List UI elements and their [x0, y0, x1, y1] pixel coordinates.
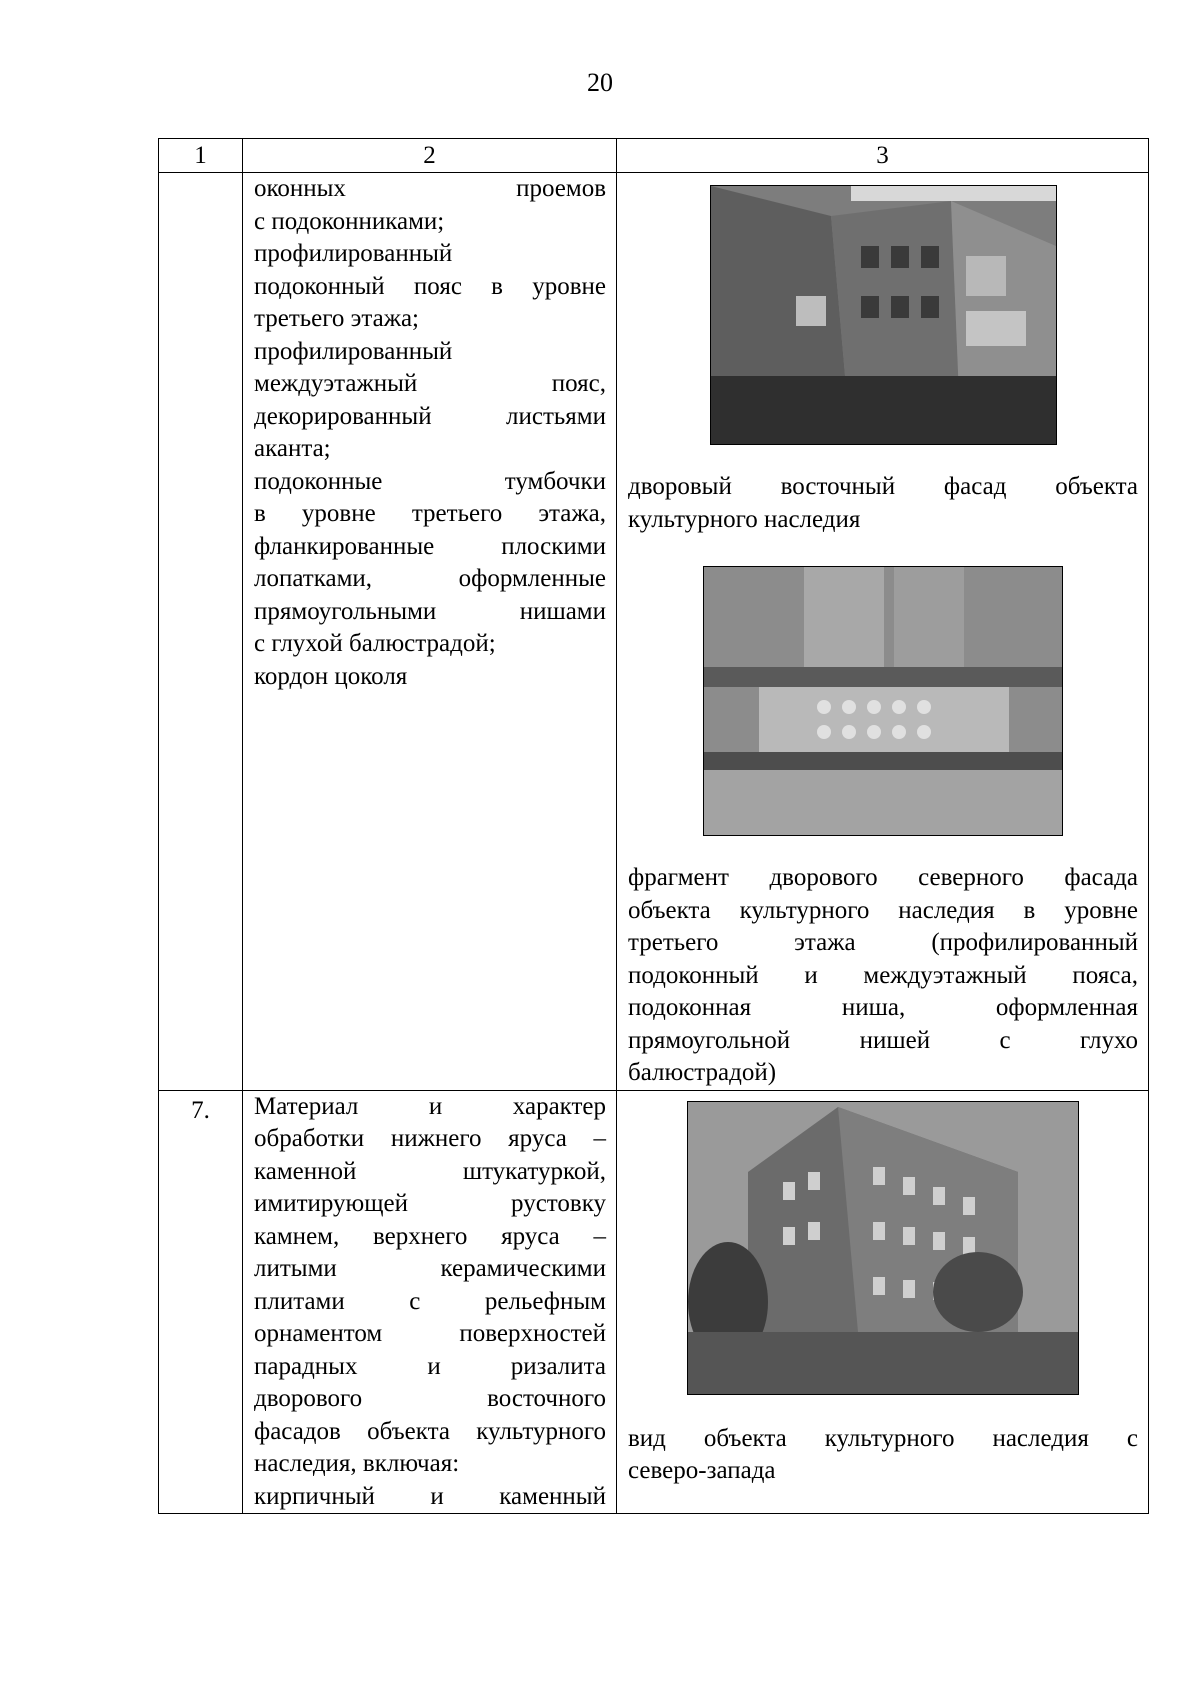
description-line: каменной штукатуркой, — [254, 1157, 606, 1185]
photo-northwest-view — [687, 1101, 1079, 1395]
description-line: оконных проемов — [254, 175, 606, 202]
description-line: подоконный пояс в уровне — [254, 272, 606, 300]
description-line: междуэтажный пояс, — [254, 370, 606, 397]
table-header-row — [159, 139, 1149, 173]
description-line: декорированный листьями — [254, 402, 606, 430]
heritage-table — [158, 138, 1149, 1514]
description-line: с подоконниками; — [254, 207, 445, 235]
header-col-3: 3 — [617, 139, 1149, 173]
table-row — [159, 1090, 1149, 1514]
row-description — [243, 1090, 617, 1514]
caption-line: прямоугольной нишей с глухо — [628, 1026, 1138, 1054]
description-line: наследия, включая: — [254, 1450, 460, 1477]
description-line: аканта; — [254, 435, 331, 462]
row-images — [617, 1090, 1149, 1514]
description-line: лопатками, оформленные — [254, 565, 606, 592]
header-col-1: 1 — [159, 139, 243, 173]
description-line: прямоугольными нишами — [254, 597, 606, 625]
row-description — [243, 173, 617, 1091]
row-number — [159, 173, 243, 1091]
description-line: парадных и ризалита — [254, 1352, 606, 1380]
photo-east-facade — [710, 185, 1057, 445]
caption-line: культурного наследия — [628, 505, 861, 533]
description-line: орнаментом поверхностей — [254, 1320, 606, 1347]
row-number: 7. — [159, 1090, 243, 1514]
description-line: с глухой балюстрадой; — [254, 630, 496, 657]
page-number: 20 — [587, 68, 613, 97]
caption-north-facade-fragment — [628, 862, 1138, 1090]
row-images — [617, 173, 1149, 1091]
description-line: фасадов объекта культурного — [254, 1417, 606, 1445]
caption-line: подоконный и междуэтажный пояса, — [628, 961, 1138, 989]
description-line: профилированный — [254, 337, 453, 365]
description-line: кордон цоколя — [254, 662, 408, 690]
caption-line: северо-запада — [628, 1457, 776, 1484]
description-line: плитами с рельефным — [254, 1287, 606, 1315]
caption-line: балюстрадой) — [628, 1059, 777, 1086]
header-col-2: 2 — [243, 139, 617, 173]
description-line: кирпичный и каменный — [254, 1482, 606, 1510]
description-line: обработки нижнего яруса – — [254, 1125, 606, 1152]
caption-east-facade — [628, 471, 1138, 536]
photo-north-facade-fragment — [703, 566, 1063, 836]
description-line: литыми керамическими — [254, 1255, 606, 1282]
caption-line: подоконная ниша, оформленная — [628, 994, 1138, 1021]
caption-line: объекта культурного наследия в уровне — [628, 896, 1138, 924]
description-line: в уровне третьего этажа, — [254, 500, 606, 527]
description-line: профилированный — [254, 240, 453, 267]
caption-line: вид объекта культурного наследия с — [628, 1424, 1138, 1452]
description-line: третьего этажа; — [254, 305, 420, 332]
description-line: Материал и характер — [254, 1092, 606, 1120]
caption-line: дворовый восточный фасад объекта — [628, 473, 1138, 500]
caption-line: третьего этажа (профилированный — [628, 929, 1138, 956]
description-line: фланкированные плоскими — [254, 532, 606, 560]
caption-northwest-view — [628, 1423, 1138, 1488]
description-line: дворового восточного — [254, 1385, 606, 1412]
table-row — [159, 173, 1149, 1091]
description-line: камнем, верхнего яруса – — [254, 1222, 606, 1250]
caption-line: фрагмент дворового северного фасада — [628, 864, 1138, 891]
description-line: подоконные тумбочки — [254, 467, 606, 495]
description-line: имитирующей рустовку — [254, 1190, 606, 1217]
